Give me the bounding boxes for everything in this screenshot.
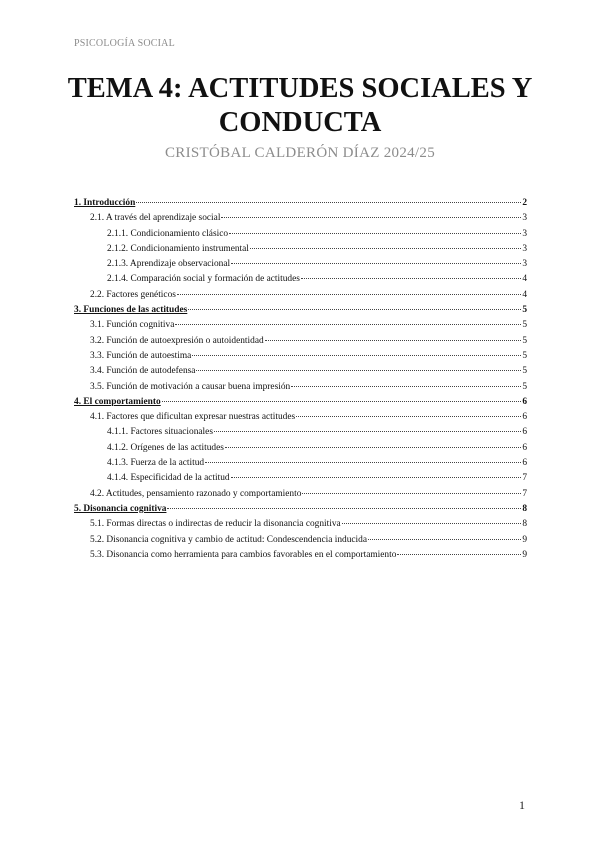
toc-entry-label[interactable]: 3.5. Función de motivación a causar buena impresión (90, 381, 291, 392)
toc-dot-leader (229, 233, 521, 234)
toc-dot-leader (221, 217, 521, 218)
toc-entry-page-number[interactable]: 6 (522, 396, 527, 407)
toc-entry-label[interactable]: 4.1.2. Orígenes de las actitudes (107, 442, 224, 453)
toc-entry-label[interactable]: 5.1. Formas directas o indirectas de reducir la disonancia cognitiva (90, 519, 341, 530)
table-of-contents (74, 196, 527, 563)
toc-dot-leader (192, 355, 521, 356)
toc-dot-leader (296, 416, 521, 417)
toc-entry[interactable] (74, 227, 527, 242)
toc-entry-page-number[interactable]: 8 (522, 503, 527, 514)
toc-dot-leader (397, 554, 521, 555)
toc-entry-label[interactable]: 3.1. Función cognitiva (90, 320, 175, 331)
toc-entry-label[interactable]: 2.1.1. Condicionamiento clásico (107, 228, 229, 239)
toc-entry-label[interactable]: 5.2. Disonancia cognitiva y cambio de actitud: Condescendencia inducida (90, 534, 367, 545)
toc-entry[interactable] (74, 517, 527, 532)
document-title (40, 72, 560, 140)
toc-entry[interactable] (74, 410, 527, 425)
toc-entry-label[interactable]: 4.2. Actitudes, pensamiento razonado y comportamiento (90, 488, 302, 499)
toc-entry-label[interactable]: 2.2. Factores genéticos (90, 289, 176, 300)
toc-entry-label[interactable]: 4.1.3. Fuerza de la actitud (107, 458, 205, 469)
toc-dot-leader (214, 431, 521, 432)
toc-entry-label[interactable]: 2.1. A través del aprendizaje social (90, 213, 221, 224)
toc-entry-page-number[interactable]: 7 (522, 473, 527, 484)
toc-entry-page-number[interactable]: 4 (522, 289, 527, 300)
toc-entry[interactable] (74, 196, 527, 211)
toc-dot-leader (231, 477, 522, 478)
toc-entry-label[interactable]: 3.4. Función de autodefensa (90, 366, 196, 377)
toc-entry-page-number[interactable]: 6 (522, 412, 527, 423)
toc-entry-label[interactable]: 4. El comportamiento (74, 396, 161, 407)
toc-entry[interactable] (74, 425, 527, 440)
toc-entry-page-number[interactable]: 3 (522, 228, 527, 239)
toc-entry[interactable] (74, 272, 527, 287)
toc-dot-leader (196, 370, 521, 371)
toc-entry-page-number[interactable]: 5 (522, 350, 527, 361)
toc-entry-page-number[interactable]: 9 (522, 534, 527, 545)
toc-dot-leader (302, 493, 521, 494)
toc-entry-label[interactable]: 5. Disonancia cognitiva (74, 503, 167, 514)
toc-entry[interactable] (74, 257, 527, 272)
toc-entry[interactable] (74, 303, 527, 318)
toc-entry-label[interactable]: 2.1.2. Condicionamiento instrumental (107, 243, 249, 254)
toc-entry-page-number[interactable]: 5 (522, 320, 527, 331)
toc-entry-label[interactable]: 4.1.4. Especificidad de la actitud (107, 473, 230, 484)
toc-entry-page-number[interactable]: 3 (522, 213, 527, 224)
toc-entry-page-number[interactable]: 5 (522, 335, 527, 346)
toc-entry[interactable] (74, 364, 527, 379)
toc-entry-page-number[interactable]: 7 (522, 488, 527, 499)
toc-entry-page-number[interactable]: 6 (522, 458, 527, 469)
toc-entry-label[interactable]: 4.1.1. Factores situacionales (107, 427, 213, 438)
toc-entry[interactable] (74, 211, 527, 226)
page-number: 1 (519, 798, 525, 812)
toc-dot-leader (368, 539, 521, 540)
toc-entry-page-number[interactable]: 6 (522, 442, 527, 453)
document-title-line-2: CONDUCTA (218, 107, 382, 138)
toc-dot-leader (177, 294, 521, 295)
toc-entry-label[interactable]: 5.3. Disonancia como herramienta para cambios favorables en el comportamiento (90, 549, 397, 560)
toc-entry[interactable] (74, 548, 527, 563)
author-line: CRISTÓBAL CALDERÓN DÍAZ 2024/25 (165, 145, 435, 161)
toc-entry-label[interactable]: 3.2. Función de autoexpresión o autoidentidad (90, 335, 264, 346)
toc-entry-label[interactable]: 2.1.4. Comparación social y formación de actitudes (107, 274, 300, 285)
toc-dot-leader (225, 447, 521, 448)
toc-dot-leader (231, 263, 521, 264)
toc-entry-page-number[interactable]: 5 (522, 305, 527, 316)
toc-entry-page-number[interactable]: 3 (522, 243, 527, 254)
toc-dot-leader (250, 248, 521, 249)
toc-entry-page-number[interactable]: 8 (522, 519, 527, 530)
toc-dot-leader (265, 340, 522, 341)
toc-entry-page-number[interactable]: 6 (522, 427, 527, 438)
toc-entry-page-number[interactable]: 3 (522, 259, 527, 270)
toc-entry-label[interactable]: 3. Funciones de las actitudes (74, 305, 188, 316)
toc-entry[interactable] (74, 456, 527, 471)
toc-dot-leader (291, 386, 521, 387)
document-title-line-1: TEMA 4: ACTITUDES SOCIALES Y (67, 73, 533, 104)
toc-dot-leader (167, 508, 521, 509)
toc-entry[interactable] (74, 502, 527, 517)
toc-entry[interactable] (74, 487, 527, 502)
toc-entry[interactable] (74, 334, 527, 349)
toc-entry[interactable] (74, 349, 527, 364)
toc-entry-label[interactable]: 4.1. Factores que dificultan expresar nuestras actitudes (90, 412, 296, 423)
toc-dot-leader (136, 202, 521, 203)
toc-dot-leader (162, 401, 522, 402)
toc-entry[interactable] (74, 318, 527, 333)
toc-entry[interactable] (74, 471, 527, 486)
toc-entry-page-number[interactable]: 9 (522, 549, 527, 560)
toc-entry-page-number[interactable]: 2 (522, 198, 527, 208)
toc-entry[interactable] (74, 395, 527, 410)
toc-entry[interactable] (74, 533, 527, 548)
toc-entry-page-number[interactable]: 5 (522, 366, 527, 377)
toc-entry-page-number[interactable]: 5 (522, 381, 527, 392)
toc-dot-leader (205, 462, 521, 463)
toc-dot-leader (301, 278, 521, 279)
toc-entry[interactable] (74, 441, 527, 456)
toc-entry-page-number[interactable]: 4 (522, 274, 527, 285)
running-header: PSICOLOGÍA SOCIAL (74, 38, 175, 49)
toc-entry-label[interactable]: 2.1.3. Aprendizaje observacional (107, 259, 231, 270)
toc-dot-leader (175, 324, 521, 325)
toc-entry[interactable] (74, 380, 527, 395)
toc-entry-label[interactable]: 1. Introducción (74, 198, 136, 208)
toc-dot-leader (188, 309, 521, 310)
toc-dot-leader (342, 523, 522, 524)
toc-entry-label[interactable]: 3.3. Función de autoestima (90, 350, 192, 361)
toc-entry[interactable] (74, 242, 527, 257)
toc-entry[interactable] (74, 288, 527, 303)
